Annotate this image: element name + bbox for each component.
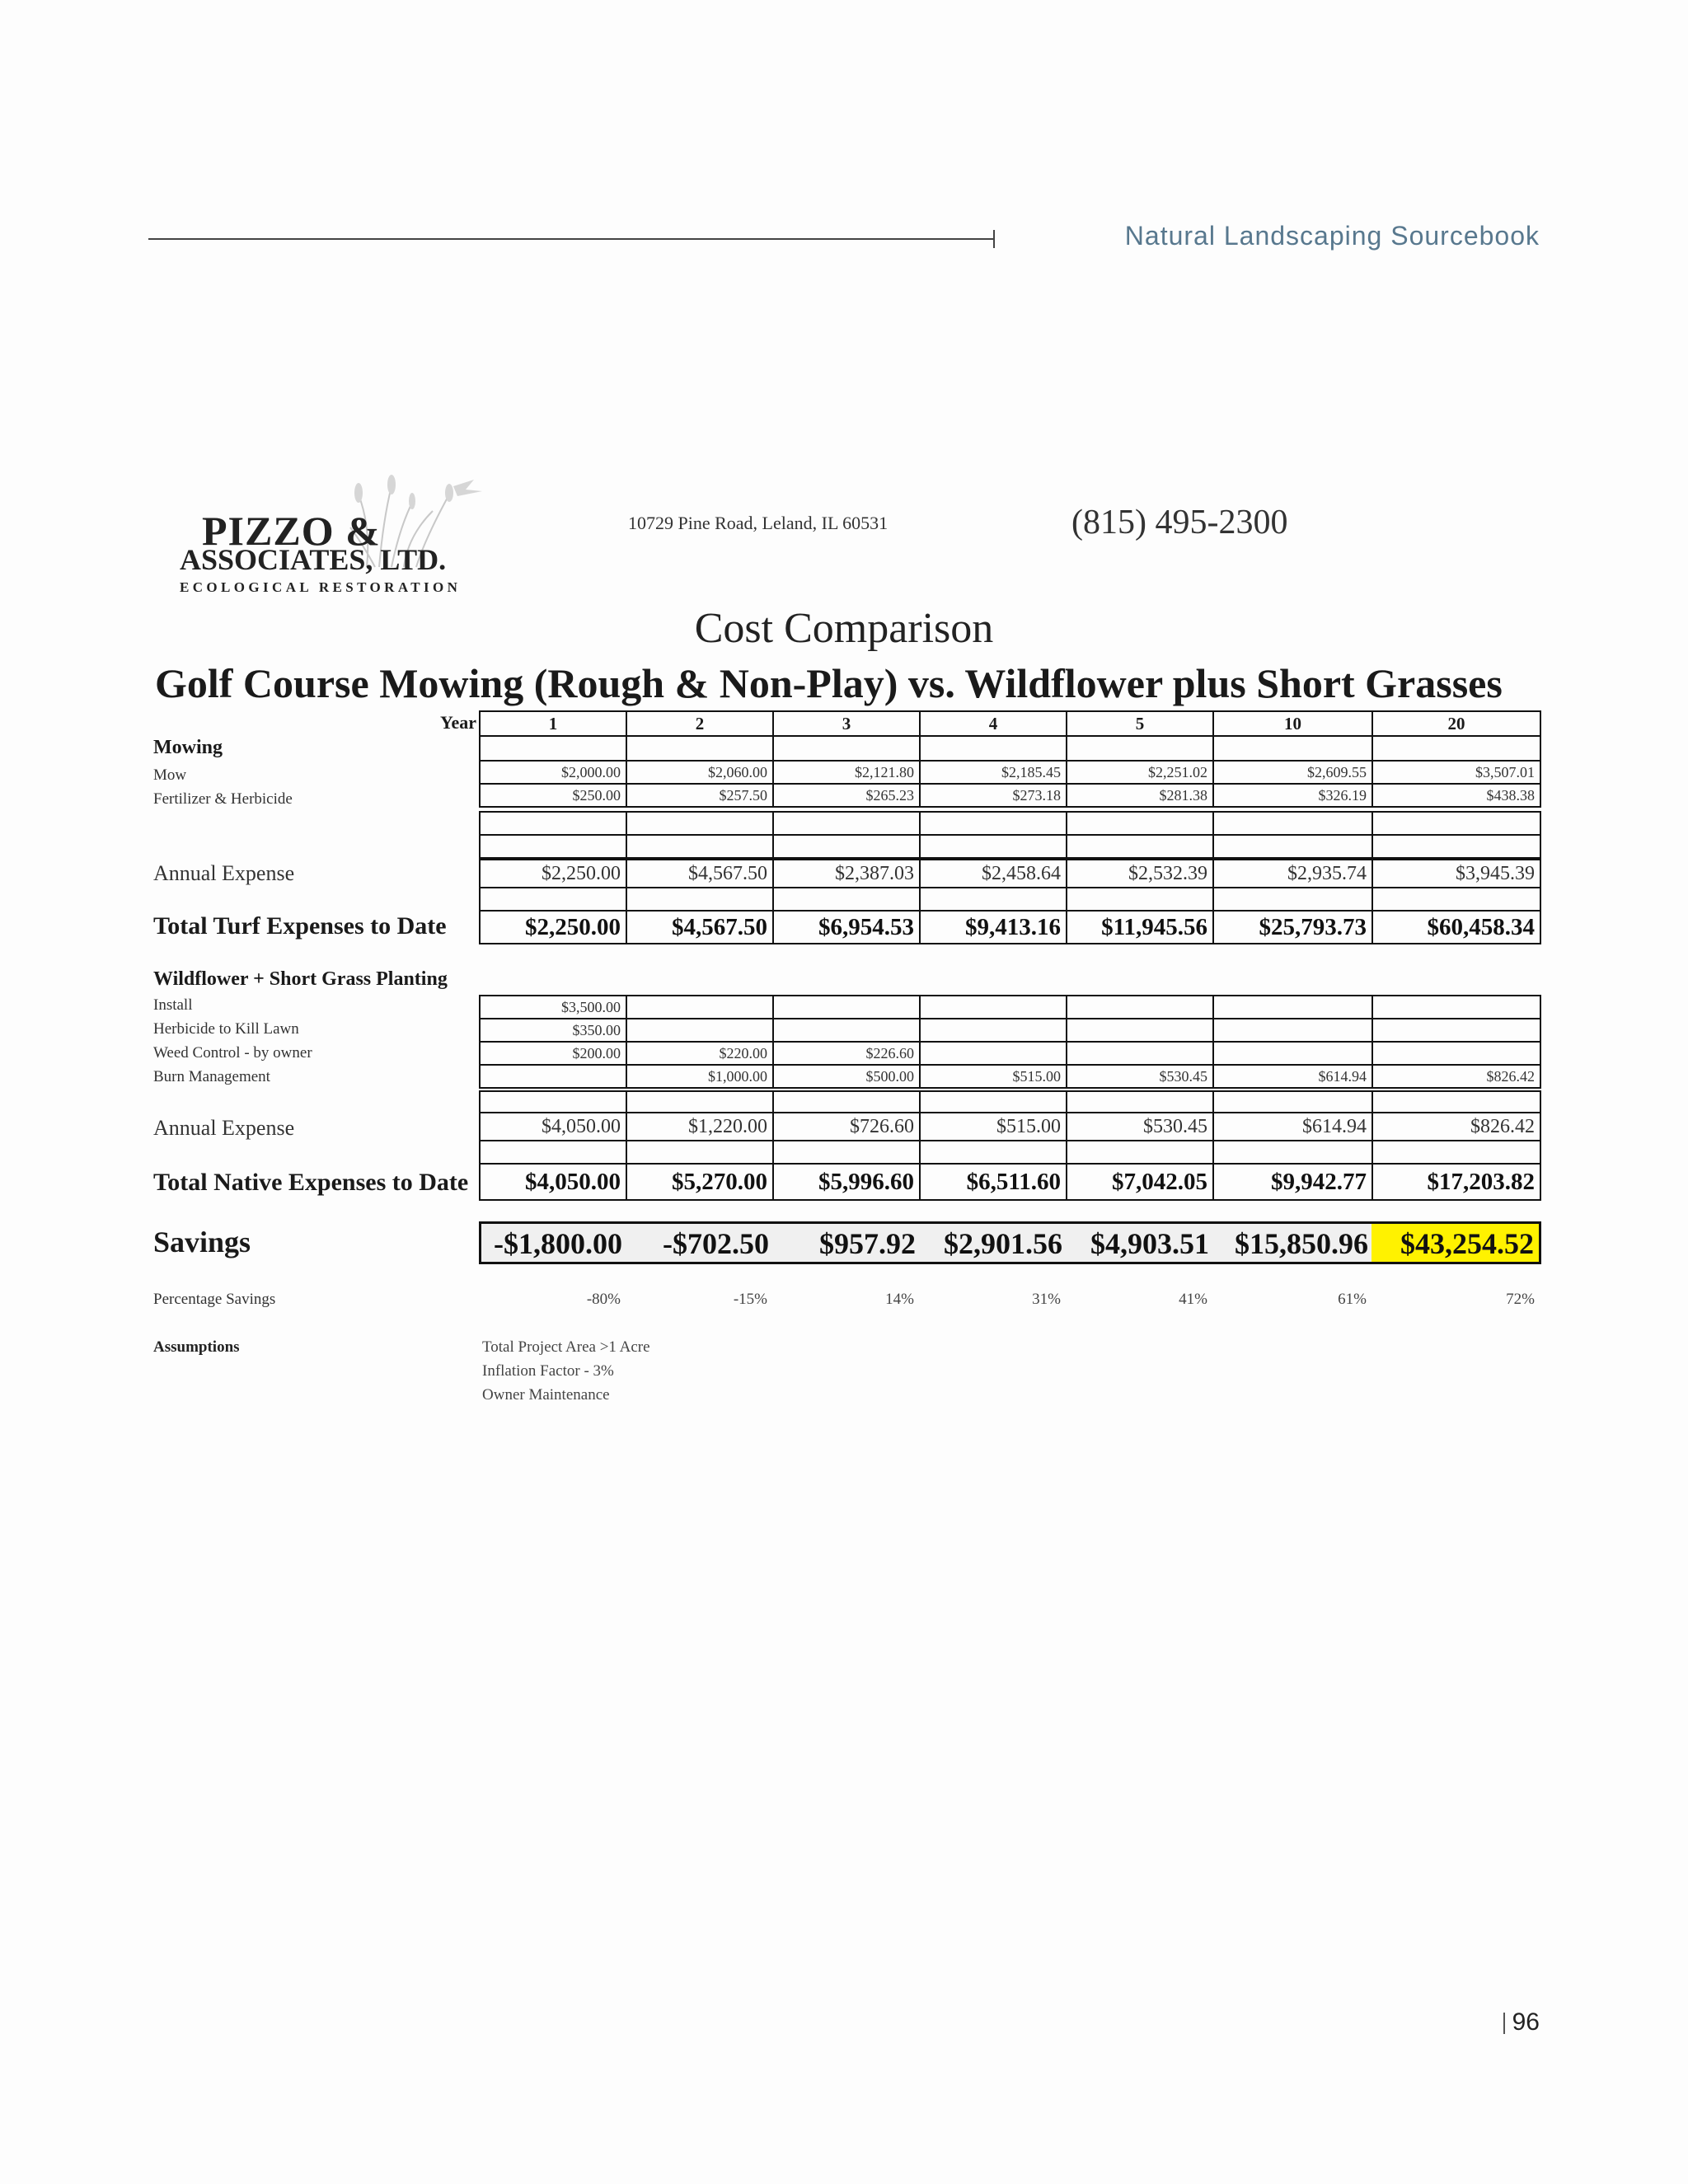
blank-cell: [919, 887, 1067, 912]
fertilizer-cell: $250.00: [479, 783, 627, 808]
row-label-turf-total: Total Turf Expenses to Date: [153, 912, 447, 940]
herbicide-cell: [1372, 1018, 1541, 1043]
mow-cell: $2,185.45: [919, 760, 1067, 785]
turf-annual-cell: $2,458.64: [919, 859, 1067, 888]
herbicide-cell: [1212, 1018, 1373, 1043]
native-annual-cell: $826.42: [1372, 1112, 1541, 1141]
fertilizer-cell: $281.38: [1066, 783, 1214, 808]
native-annual-cell: $614.94: [1212, 1112, 1373, 1141]
row-label-herbicide: Herbicide to Kill Lawn: [153, 1020, 299, 1038]
page-number: 96: [1512, 2008, 1540, 2036]
blank-cell: [1372, 811, 1541, 836]
native-section-label: Wildflower + Short Grass Planting: [153, 968, 448, 990]
install-cell: [1066, 995, 1214, 1019]
fertilizer-cell: $265.23: [772, 783, 921, 808]
weed-control-cell: [1372, 1041, 1541, 1066]
blank-cell: [1372, 834, 1541, 859]
company-phone: (815) 495-2300: [1071, 504, 1288, 541]
blank-cell: [1212, 811, 1373, 836]
fertilizer-cell: $273.18: [919, 783, 1067, 808]
blank-cell: [772, 1140, 921, 1165]
mow-cell: $2,251.02: [1066, 760, 1214, 785]
savings-cell: $2,901.56: [919, 1221, 1067, 1264]
document-heading: Cost Comparison: [694, 605, 994, 652]
row-label-turf-annual: Annual Expense: [153, 861, 295, 885]
turf-total-cell: $6,954.53: [772, 910, 921, 944]
native-annual-cell: $726.60: [772, 1112, 921, 1141]
row-label-savings: Savings: [153, 1226, 251, 1258]
year-header-cell: 5: [1066, 710, 1214, 737]
blank-cell: [1066, 834, 1214, 859]
blank-cell: [479, 811, 627, 836]
native-annual-cell: $515.00: [919, 1112, 1067, 1141]
blank-cell: [626, 834, 774, 859]
percentage-cell: -15%: [733, 1291, 767, 1308]
year-header-cell: 10: [1212, 710, 1373, 737]
turf-total-cell: $25,793.73: [1212, 910, 1373, 944]
row-label-native-annual: Annual Expense: [153, 1116, 295, 1140]
savings-cell: $957.92: [772, 1221, 921, 1264]
burn-cell: [479, 1064, 627, 1089]
savings-cell: $15,850.96: [1212, 1221, 1373, 1264]
install-cell: [1212, 995, 1373, 1019]
turf-annual-cell: $2,250.00: [479, 859, 627, 888]
native-total-cell: $9,942.77: [1212, 1163, 1373, 1201]
sourcebook-title: Natural Landscaping Sourcebook: [1124, 221, 1540, 251]
install-cell: [772, 995, 921, 1019]
year-header-cell: 2: [626, 710, 774, 737]
row-label-fertilizer: Fertilizer & Herbicide: [153, 790, 293, 808]
company-address: 10729 Pine Road, Leland, IL 60531: [628, 513, 889, 533]
turf-annual-cell: $2,532.39: [1066, 859, 1214, 888]
blank-cell: [479, 1140, 627, 1165]
blank-cell: [1066, 887, 1214, 912]
savings-cell: -$1,800.00: [479, 1221, 627, 1264]
weed-control-cell: $226.60: [772, 1041, 921, 1066]
percentage-cell: 41%: [1179, 1291, 1207, 1308]
blank-cell: [919, 1140, 1067, 1165]
logo-text-line1: PIZZO &: [202, 508, 381, 554]
weed-control-cell: $200.00: [479, 1041, 627, 1066]
native-annual-cell: $4,050.00: [479, 1112, 627, 1141]
native-total-cell: $6,511.60: [919, 1163, 1067, 1201]
install-cell: [919, 995, 1067, 1019]
herbicide-cell: [1066, 1018, 1214, 1043]
blank-cell: [626, 735, 774, 762]
herbicide-cell: $350.00: [479, 1018, 627, 1043]
header-rule: [148, 238, 994, 240]
blank-cell: [1066, 811, 1214, 836]
company-logo: [177, 470, 490, 602]
blank-cell: [772, 811, 921, 836]
mow-cell: $2,609.55: [1212, 760, 1373, 785]
burn-cell: $826.42: [1372, 1064, 1541, 1089]
burn-cell: $500.00: [772, 1064, 921, 1089]
mow-cell: $2,060.00: [626, 760, 774, 785]
document-subheading: Golf Course Mowing (Rough & Non-Play) vs. Wildflower plus Short Grasses: [155, 660, 1503, 706]
blank-cell: [1212, 887, 1373, 912]
row-label-weed-control: Weed Control - by owner: [153, 1044, 312, 1062]
blank-cell: [1066, 735, 1214, 762]
burn-cell: $1,000.00: [626, 1064, 774, 1089]
percentage-cell: 14%: [885, 1291, 914, 1308]
turf-total-cell: $11,945.56: [1066, 910, 1214, 944]
herbicide-cell: [919, 1018, 1067, 1043]
native-annual-cell: $1,220.00: [626, 1112, 774, 1141]
burn-cell: $530.45: [1066, 1064, 1214, 1089]
year-header-cell: 4: [919, 710, 1067, 737]
blank-cell: [1066, 1140, 1214, 1165]
blank-cell: [1212, 735, 1373, 762]
savings-cell: -$702.50: [626, 1221, 774, 1264]
blank-cell: [772, 1090, 921, 1113]
logo-text-line3: ECOLOGICAL RESTORATION: [180, 579, 462, 595]
turf-annual-cell: $2,387.03: [772, 859, 921, 888]
assumption-item: Inflation Factor - 3%: [482, 1362, 614, 1380]
mow-cell: $2,121.80: [772, 760, 921, 785]
native-annual-cell: $530.45: [1066, 1112, 1214, 1141]
blank-cell: [479, 735, 627, 762]
assumptions-label: Assumptions: [153, 1338, 240, 1356]
blank-cell: [772, 735, 921, 762]
fertilizer-cell: $438.38: [1372, 783, 1541, 808]
native-total-cell: $5,270.00: [626, 1163, 774, 1201]
percentage-cell: -80%: [586, 1291, 621, 1308]
header-rule-tick: [993, 230, 995, 248]
blank-cell: [1372, 1140, 1541, 1165]
percentage-cell: 61%: [1338, 1291, 1367, 1308]
page-number-bar: [1503, 2013, 1505, 2034]
row-label-burn: Burn Management: [153, 1068, 270, 1085]
blank-cell: [1066, 1090, 1214, 1113]
year-label: Year: [440, 712, 476, 733]
turf-total-cell: $4,567.50: [626, 910, 774, 944]
savings-cell: $43,254.52: [1372, 1221, 1541, 1264]
native-total-cell: $7,042.05: [1066, 1163, 1214, 1201]
blank-cell: [1372, 1090, 1541, 1113]
mowing-section-label: Mowing: [153, 737, 223, 758]
assumption-item: Owner Maintenance: [482, 1386, 610, 1404]
percentage-cell: 31%: [1032, 1291, 1061, 1308]
blank-cell: [1372, 735, 1541, 762]
native-total-cell: $5,996.60: [772, 1163, 921, 1201]
blank-cell: [919, 735, 1067, 762]
blank-cell: [772, 887, 921, 912]
herbicide-cell: [772, 1018, 921, 1043]
blank-cell: [479, 1090, 627, 1113]
blank-cell: [1212, 1140, 1373, 1165]
blank-cell: [626, 887, 774, 912]
blank-cell: [1212, 834, 1373, 859]
blank-cell: [479, 887, 627, 912]
fertilizer-cell: $326.19: [1212, 783, 1373, 808]
blank-cell: [772, 834, 921, 859]
burn-cell: $515.00: [919, 1064, 1067, 1089]
turf-annual-cell: $4,567.50: [626, 859, 774, 888]
install-cell: [1372, 995, 1541, 1019]
burn-cell: $614.94: [1212, 1064, 1373, 1089]
year-header-cell: 20: [1372, 710, 1541, 737]
row-label-percentage: Percentage Savings: [153, 1291, 276, 1308]
turf-total-cell: $2,250.00: [479, 910, 627, 944]
blank-cell: [1212, 1090, 1373, 1113]
weed-control-cell: [919, 1041, 1067, 1066]
blank-cell: [479, 834, 627, 859]
herbicide-cell: [626, 1018, 774, 1043]
native-total-cell: $4,050.00: [479, 1163, 627, 1201]
turf-annual-cell: $3,945.39: [1372, 859, 1541, 888]
turf-total-cell: $60,458.34: [1372, 910, 1541, 944]
year-header-cell: 3: [772, 710, 921, 737]
savings-cell: $4,903.51: [1066, 1221, 1214, 1264]
mow-cell: $3,507.01: [1372, 760, 1541, 785]
blank-cell: [919, 1090, 1067, 1113]
fertilizer-cell: $257.50: [626, 783, 774, 808]
row-label-install: Install: [153, 996, 193, 1014]
turf-annual-cell: $2,935.74: [1212, 859, 1373, 888]
blank-cell: [919, 834, 1067, 859]
percentage-cell: 72%: [1506, 1291, 1535, 1308]
weed-control-cell: [1212, 1041, 1373, 1066]
weed-control-cell: [1066, 1041, 1214, 1066]
weed-control-cell: $220.00: [626, 1041, 774, 1066]
row-label-mow: Mow: [153, 766, 187, 784]
blank-cell: [626, 811, 774, 836]
turf-total-cell: $9,413.16: [919, 910, 1067, 944]
install-cell: $3,500.00: [479, 995, 627, 1019]
blank-cell: [626, 1090, 774, 1113]
row-label-native-total: Total Native Expenses to Date: [153, 1169, 469, 1196]
blank-cell: [1372, 887, 1541, 912]
install-cell: [626, 995, 774, 1019]
year-header-cell: 1: [479, 710, 627, 737]
blank-cell: [919, 811, 1067, 836]
mow-cell: $2,000.00: [479, 760, 627, 785]
native-total-cell: $17,203.82: [1372, 1163, 1541, 1201]
blank-cell: [626, 1140, 774, 1165]
logo-text-line2: ASSOCIATES, LTD.: [180, 543, 447, 576]
assumption-item: Total Project Area >1 Acre: [482, 1338, 650, 1356]
